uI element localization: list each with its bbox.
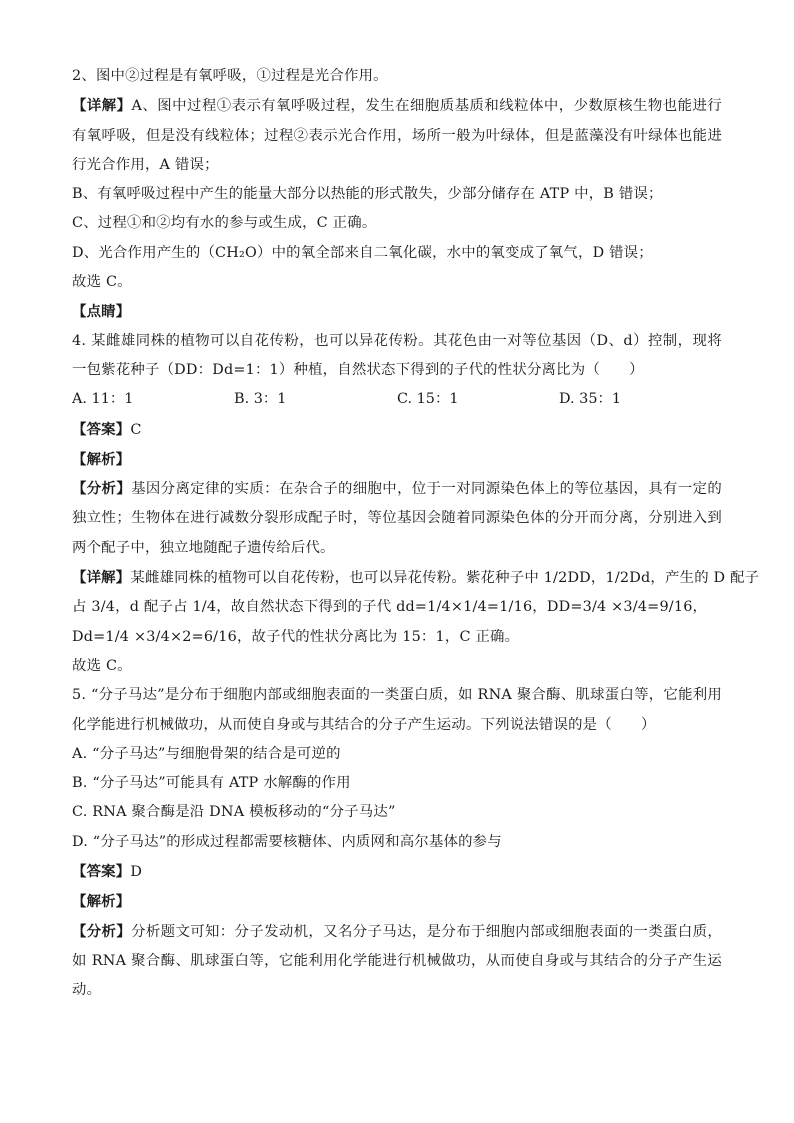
answer-tag: 【答案】 [72,420,131,438]
fenxi-tag: 【分析】 [72,922,132,940]
q4-options [72,385,722,414]
detail-tag: 【详解】 [72,97,132,115]
q4-detail-line-1 [72,563,760,593]
q3-point-2: 2、图中②过程是有氧呼吸，①过程是光合作用。 [72,68,388,84]
q4-option-d: D. 35：1 [559,391,622,408]
q5-option-b: B. “分子马达”可能具有 ATP 水解酶的作用 [72,775,351,792]
fenxi-text: 分析题文可知：分子发动机，又名分子马达，是分布于细胞内部或细胞表面的一类蛋白质，如 RNA 聚合酶、肌球蛋白等，它能利用化学能进行机械做功，从而使自身或与其结合的分子产生运动。 [72,923,722,999]
q4-option-c: C. 15：1 [397,391,459,408]
answer-value: D [130,864,143,881]
q5-analysis [72,917,722,1006]
q4-option-b: B. 3：1 [234,391,287,408]
comment-tag: 【点睛】 [72,303,131,321]
detail-text: A、图中过程①表示有氧呼吸过程，发生在细胞质基质和线粒体中，少数原核生物也能进行有氧呼吸，但是没有线粒体；过程②表示光合作用，场所一般为叶绿体，但是蓝藻没有叶绿体也能进行光合作用，A 错误； [72,98,722,173]
answer-value: C [130,421,142,438]
q4-detail-line-3: Dd=1/4 ×3/4×2=6/16，故子代的性状分离比为 15：1，C 正确。 [72,628,520,645]
q5-option-c: C. RNA 聚合酶是沿 DNA 模板移动的“分子马达” [72,804,396,821]
q4-analysis [72,474,722,563]
q5-option-a: A. “分子马达”与细胞骨架的结合是可逆的 [72,745,341,762]
fenxi-tag: 【分析】 [72,480,132,498]
q5-stem: 5. “分子马达”是分布于细胞内部或细胞表面的一类蛋白质，如 RNA 聚合酶、肌球蛋白等，它能利用化学能进行机械做功，从而使自身或与其结合的分子产生运动。下列说法错误的是（ ） [72,687,722,733]
q3-option-c-explanation: C、过程①和②均有水的参与或生成，C 正确。 [72,215,377,232]
q3-detail [72,91,722,180]
analysis-tag: 【解析】 [72,893,131,911]
q3-option-b-explanation: B、有氧呼吸过程中产生的能量大部分以热能的形式散失，少部分储存在 ATP 中，B 错误； [72,186,663,203]
q4-stem: 4. 某雌雄同株的植物可以自花传粉，也可以异花传粉。其花色由一对等位基因（D、d）控制，现将一包紫花种子（DD：Dd=1：1）种植，自然状态下得到的子代的性状分离比为（ ） [72,332,722,378]
detail-text: 某雌雄同株的植物可以自花传粉，也可以异花传粉。紫花种子中 1/2DD，1/2Dd，产生的 D 配子 [130,570,760,587]
q4-answer [72,415,722,445]
q3-option-d-explanation: D、光合作用产生的（CH₂O）中的氧全部来自二氧化碳，水中的氧变成了氧气，D 错误； [72,244,653,261]
q4-option-a: A. 11：1 [72,391,134,408]
detail-tag: 【详解】 [72,569,131,587]
document-page [72,62,760,1006]
q5-option-d: D. “分子马达”的形成过程都需要核糖体、内质网和高尔基体的参与 [72,833,502,850]
analysis-tag: 【解析】 [72,450,131,468]
fenxi-text: 基因分离定律的实质：在杂合子的细胞中，位于一对同源染色体上的等位基因，具有一定的独立性；生物体在进行减数分裂形成配子时，等位基因会随着同源染色体的分开而分离，分别进入到两个配子中，独立地随配子遗传给后代。 [72,481,722,556]
q4-detail-line-2: 占 3/4，d 配子占 1/4，故自然状态下得到的子代 dd=1/4×1/4=1/16，DD=3/4 ×3/4=9/16， [72,599,708,616]
answer-tag: 【答案】 [72,863,131,881]
q4-choose: 故选 C。 [72,657,132,674]
q3-choose: 故选 C。 [72,274,132,291]
q5-answer [72,857,722,887]
